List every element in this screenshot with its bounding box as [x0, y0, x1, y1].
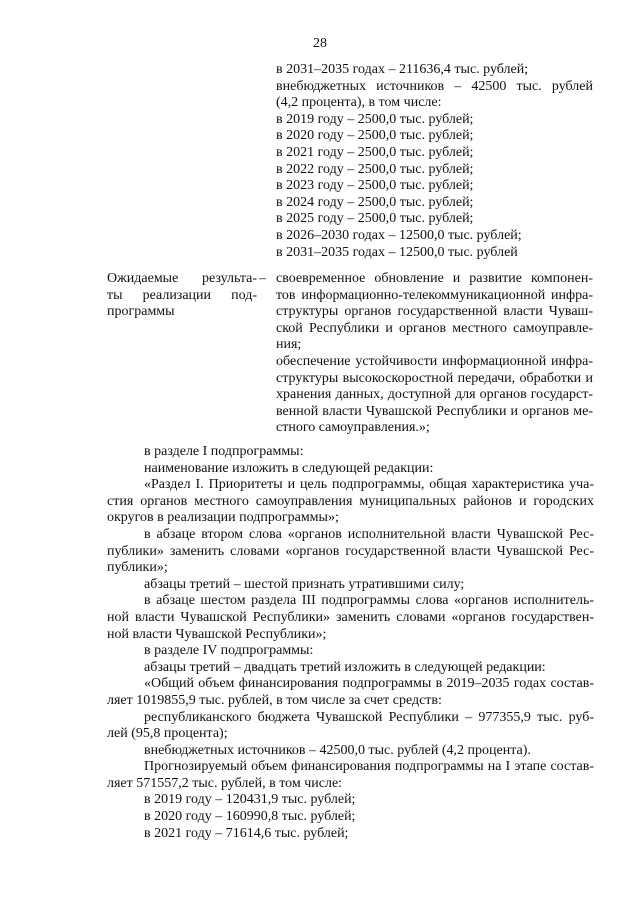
funding-line: в 2022 году – 2500,0 тыс. рублей;: [276, 161, 474, 177]
amendment-line: наименование изложить в следующей редакции:: [144, 460, 434, 476]
funding-line: в 2026–2030 годах – 12500,0 тыс. рублей;: [276, 227, 522, 243]
funding-line: внебюджетных источников – 42500 тыс. рублей: [276, 78, 593, 94]
amendment-line: Прогнозируемый объем финансирования подпрограммы на I этапе состав-: [144, 759, 594, 775]
funding-line: в 2023 году – 2500,0 тыс. рублей;: [276, 178, 474, 194]
expected-results-label: [107, 271, 257, 321]
results-line: своевременное обновление и развитие компонен-: [276, 271, 593, 286]
results-line: ской Республики и органов местного самоуправле-: [276, 320, 593, 336]
funding-line: в 2031–2035 годах – 211636,4 тыс. рублей;: [276, 62, 529, 77]
label-line: программы: [107, 304, 175, 320]
results-line: стного самоуправления.»;: [276, 420, 430, 436]
funding-line: (4,2 процента), в том числе:: [276, 95, 442, 111]
amendment-line: в разделе IV подпрограммы:: [144, 643, 314, 659]
amendment-line: в абзаце втором слова «органов исполнительной власти Чувашской Рес-: [144, 526, 594, 542]
amendment-line: в 2021 году – 71614,6 тыс. рублей;: [144, 825, 349, 841]
funding-line: в 2020 году – 2500,0 тыс. рублей;: [276, 128, 474, 144]
funding-line: в 2025 году – 2500,0 тыс. рублей;: [276, 211, 474, 227]
amendment-line: абзацы третий – двадцать третий изложить в следующей редакции:: [144, 659, 546, 675]
page-number: 28: [313, 36, 327, 51]
amendment-line: в разделе I подпрограммы:: [144, 444, 304, 459]
amendment-line: ляет 1019855,9 тыс. рублей, в том числе за счет средств:: [107, 692, 442, 708]
amendment-line: внебюджетных источников – 42500,0 тыс. рублей (4,2 процента).: [144, 742, 531, 758]
amendment-line: публики» заменить словами «органов государственной власти Чувашской Рес-: [107, 543, 594, 559]
amendment-line: лей (95,8 процента);: [107, 726, 228, 742]
amendment-line: ной власти Чувашской Республики» заменить словами «органов государствен-: [107, 609, 594, 625]
label-line: ты реализации под-: [107, 287, 257, 303]
results-line: обеспечение устойчивости информационной инфра-: [276, 353, 593, 369]
amendment-line: округов в реализации подпрограммы»;: [107, 510, 339, 526]
amendment-line: стия органов местного самоуправления муниципальных районов и городских: [107, 493, 594, 509]
amendment-line: «Общий объем финансирования подпрограммы в 2019–2035 годах состав-: [144, 676, 594, 692]
amendment-line: в абзаце шестом раздела III подпрограммы слова «органов исполнитель-: [144, 593, 594, 609]
amendments-body: [107, 444, 594, 842]
amendment-line: республиканского бюджета Чувашской Республики – 977355,9 тыс. руб-: [144, 709, 594, 725]
amendment-line: абзацы третий – шестой признать утратившими силу;: [144, 576, 465, 592]
amendment-line: в 2020 году – 160990,8 тыс. рублей;: [144, 809, 356, 825]
amendment-line: в 2019 году – 120431,9 тыс. рублей;: [144, 792, 356, 808]
amendment-line: публики»;: [107, 560, 168, 576]
results-line: структуры высокоскоростной передачи, обработки и: [276, 370, 593, 386]
amendment-line: ной власти Чувашской Республики»;: [107, 626, 327, 642]
funding-continuation: [276, 62, 593, 261]
funding-line: в 2021 году – 2500,0 тыс. рублей;: [276, 144, 474, 160]
results-line: тов информационно-телекоммуникационной инфра-: [276, 287, 593, 303]
results-line: венной власти Чувашской Республики и органов ме-: [276, 403, 593, 419]
expected-results-text: [276, 271, 593, 437]
results-line: хранения данных, доступной для органов государст-: [276, 387, 593, 403]
results-line: ния;: [276, 337, 302, 353]
funding-line: в 2024 году – 2500,0 тыс. рублей;: [276, 194, 474, 210]
amendment-line: ляет 571557,2 тыс. рублей, в том числе:: [107, 775, 343, 791]
label-line: Ожидаемые результа-: [107, 271, 257, 286]
label-dash: –: [259, 271, 266, 286]
funding-line: в 2019 году – 2500,0 тыс. рублей;: [276, 111, 474, 127]
results-line: структуры органов государственной власти Чуваш-: [276, 304, 593, 320]
amendment-line: «Раздел I. Приоритеты и цель подпрограммы, общая характеристика уча-: [144, 477, 594, 493]
funding-line: в 2031–2035 годах – 12500,0 тыс. рублей: [276, 244, 518, 260]
